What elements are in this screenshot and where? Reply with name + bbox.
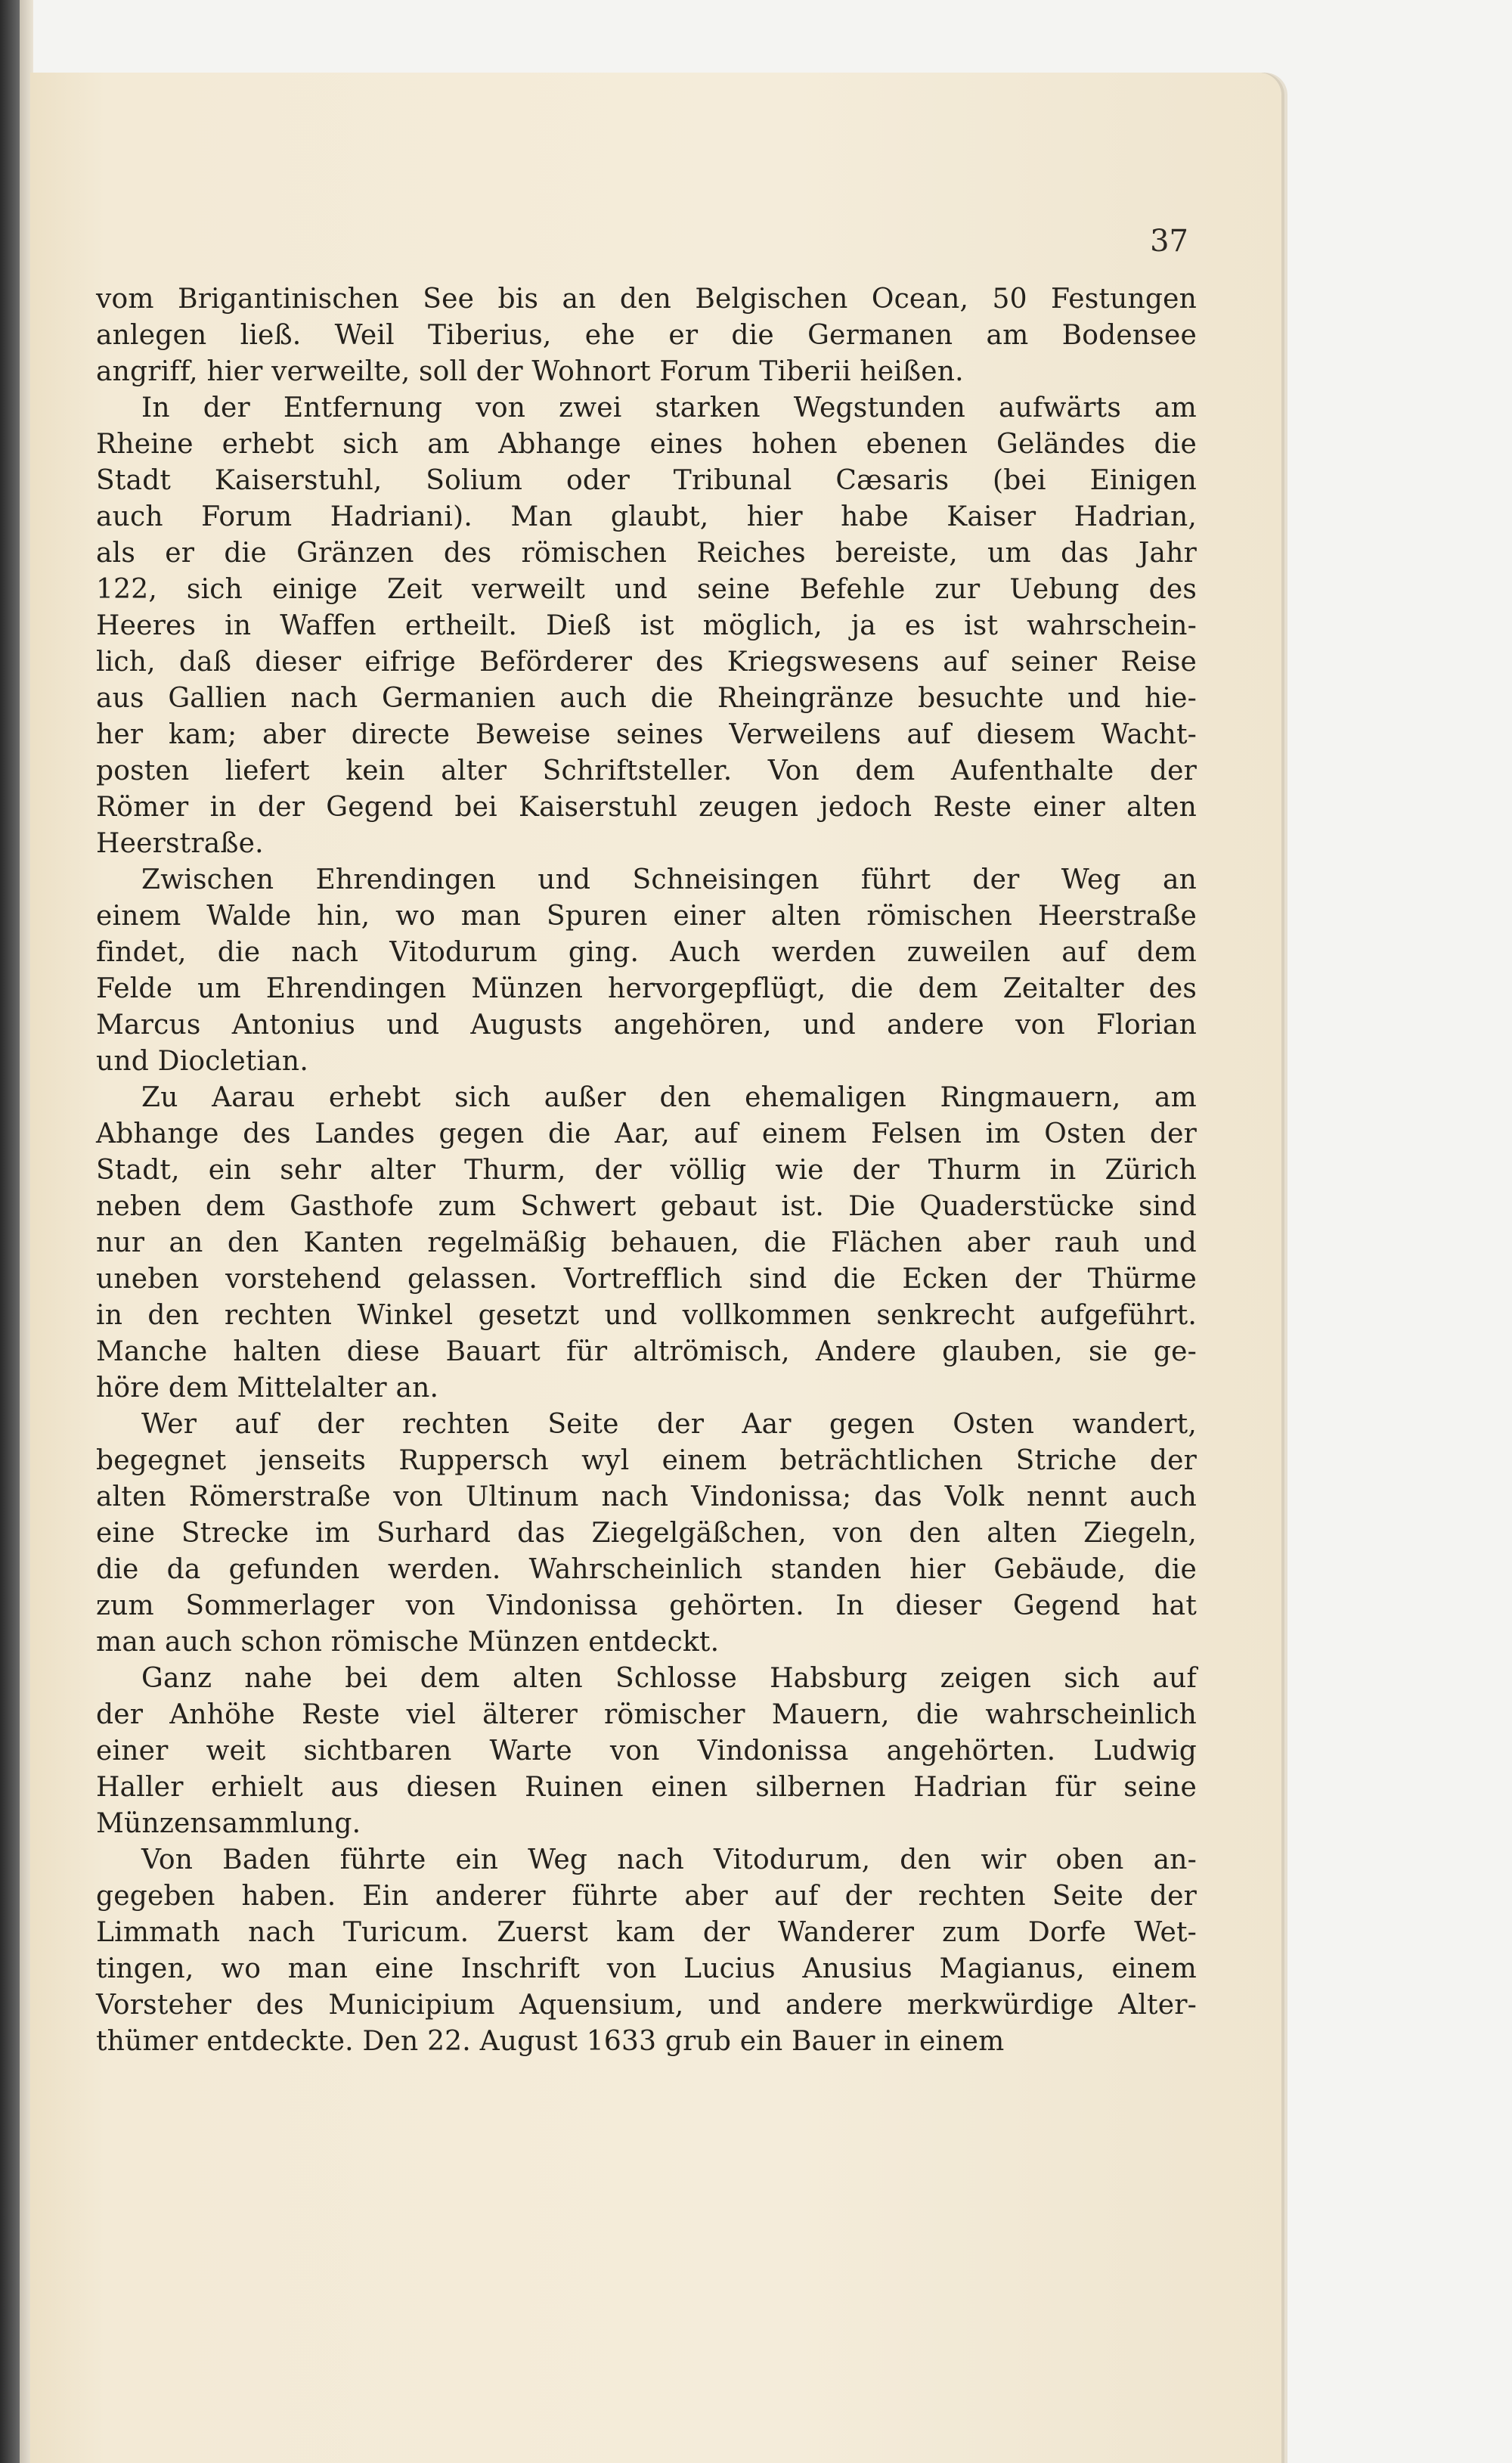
text-line: neben dem Gasthofe zum Schwert gebaut ist. Die Quaderstücke sind bbox=[96, 1191, 1197, 1222]
text-line: vom Brigantinischen See bis an den Belgischen Ocean, 50 Festungen bbox=[96, 284, 1197, 315]
text-line: Stadt, ein sehr alter Thurm, der völlig wie der Thurm in Zürich bbox=[96, 1155, 1197, 1186]
text-line: her kam; aber directe Beweise seines Verweilens auf diesem Wacht- bbox=[96, 719, 1197, 750]
text-line: Haller erhielt aus diesen Ruinen einen silbernen Hadrian für seine bbox=[96, 1772, 1197, 1803]
text-line: auch Forum Hadriani). Man glaubt, hier habe Kaiser Hadrian, bbox=[96, 501, 1197, 532]
text-line: thümer entdeckte. Den 22. August 1633 grub ein Bauer in einem bbox=[96, 2026, 1005, 2057]
text-line: Felde um Ehrendingen Münzen hervorgepflügt, die dem Zeitalter des bbox=[96, 973, 1197, 1004]
text-line: Marcus Antonius und Augusts angehören, und andere von Florian bbox=[96, 1010, 1197, 1041]
text-line: als er die Gränzen des römischen Reiches bereiste, um das Jahr bbox=[96, 538, 1197, 569]
paragraph bbox=[96, 1407, 1197, 1661]
text-line: Heerstraße. bbox=[96, 828, 264, 859]
text-line: nur an den Kanten regelmäßig behauen, die Flächen aber rauh und bbox=[96, 1227, 1197, 1258]
paragraph bbox=[96, 862, 1197, 1080]
text-line: uneben vorstehend gelassen. Vortrefflich sind die Ecken der Thürme bbox=[96, 1264, 1197, 1295]
text-line: Manche halten diese Bauart für altrömisch, Andere glauben, sie ge- bbox=[96, 1336, 1197, 1367]
text-line: anlegen ließ. Weil Tiberius, ehe er die Germanen am Bodensee bbox=[96, 320, 1197, 351]
text-line: begegnet jenseits Ruppersch wyl einem beträchtlichen Striche der bbox=[96, 1445, 1197, 1476]
text-line: in den rechten Winkel gesetzt und vollkommen senkrecht aufgeführt. bbox=[96, 1300, 1197, 1331]
text-line: Rheine erhebt sich am Abhange eines hohen ebenen Geländes die bbox=[96, 429, 1197, 460]
paragraph bbox=[96, 1842, 1197, 2060]
text-line: Limmath nach Turicum. Zuerst kam der Wanderer zum Dorfe Wet- bbox=[96, 1917, 1197, 1948]
book-binding-edge bbox=[0, 0, 20, 2463]
text-line: Von Baden führte ein Weg nach Vitodurum, den wir oben an- bbox=[141, 1844, 1197, 1875]
paragraph bbox=[96, 1080, 1197, 1407]
text-line: Abhange des Landes gegen die Aar, auf einem Felsen im Osten der bbox=[96, 1118, 1197, 1149]
text-line: Römer in der Gegend bei Kaiserstuhl zeugen jedoch Reste einer alten bbox=[96, 792, 1197, 823]
text-line: Zu Aarau erhebt sich außer den ehemaligen Ringmauern, am bbox=[141, 1082, 1197, 1113]
text-line: tingen, wo man eine Inschrift von Lucius Anusius Magianus, einem bbox=[96, 1953, 1197, 1984]
text-line: zum Sommerlager von Vindonissa gehörten. In dieser Gegend hat bbox=[96, 1590, 1197, 1621]
text-line: aus Gallien nach Germanien auch die Rheingränze besuchte und hie- bbox=[96, 683, 1197, 714]
text-line: In der Entfernung von zwei starken Wegstunden aufwärts am bbox=[141, 392, 1197, 423]
paragraph bbox=[96, 390, 1197, 862]
text-line: und Diocletian. bbox=[96, 1046, 308, 1077]
text-line: der Anhöhe Reste viel älterer römischer Mauern, die wahrscheinlich bbox=[96, 1699, 1197, 1730]
text-line: einem Walde hin, wo man Spuren einer alten römischen Heerstraße bbox=[96, 901, 1197, 932]
text-line: angriff, hier verweilte, soll der Wohnort Forum Tiberii heißen. bbox=[96, 356, 964, 387]
text-line: gegeben haben. Ein anderer führte aber auf der rechten Seite der bbox=[96, 1881, 1197, 1912]
text-line: findet, die nach Vitodurum ging. Auch werden zuweilen auf dem bbox=[96, 937, 1197, 968]
text-line: die da gefunden werden. Wahrscheinlich standen hier Gebäude, die bbox=[96, 1554, 1197, 1585]
text-line: alten Römerstraße von Ultinum nach Vindonissa; das Volk nennt auch bbox=[96, 1481, 1197, 1512]
text-line: Zwischen Ehrendingen und Schneisingen führt der Weg an bbox=[141, 864, 1197, 895]
text-line: Ganz nahe bei dem alten Schlosse Habsburg zeigen sich auf bbox=[141, 1663, 1197, 1694]
text-line: lich, daß dieser eifrige Beförderer des Kriegswesens auf seiner Reise bbox=[96, 647, 1197, 678]
paragraph bbox=[96, 1661, 1197, 1842]
text-line: Wer auf der rechten Seite der Aar gegen Osten wandert, bbox=[141, 1409, 1197, 1440]
page-number: 37 bbox=[1150, 224, 1188, 259]
text-line: Heeres in Waffen ertheilt. Dieß ist möglich, ja es ist wahrschein- bbox=[96, 610, 1197, 641]
text-line: Münzensammlung. bbox=[96, 1808, 361, 1839]
text-line: man auch schon römische Münzen entdeckt. bbox=[96, 1627, 720, 1658]
text-line: höre dem Mittelalter an. bbox=[96, 1373, 439, 1404]
text-line: posten liefert kein alter Schriftsteller. Von dem Aufenthalte der bbox=[96, 755, 1197, 786]
text-line: Vorsteher des Municipium Aquensium, und andere merkwürdige Alter- bbox=[96, 1990, 1197, 2021]
text-line: Stadt Kaiserstuhl, Solium oder Tribunal Cæsaris (bei Einigen bbox=[96, 465, 1197, 496]
text-line: eine Strecke im Surhard das Ziegelgäßchen, von den alten Ziegeln, bbox=[96, 1518, 1197, 1549]
text-line: einer weit sichtbaren Warte von Vindonissa angehörten. Ludwig bbox=[96, 1736, 1197, 1767]
paragraph bbox=[96, 281, 1197, 390]
text-line: 122, sich einige Zeit verweilt und seine Befehle zur Uebung des bbox=[96, 574, 1197, 605]
body-text bbox=[96, 281, 1197, 2060]
